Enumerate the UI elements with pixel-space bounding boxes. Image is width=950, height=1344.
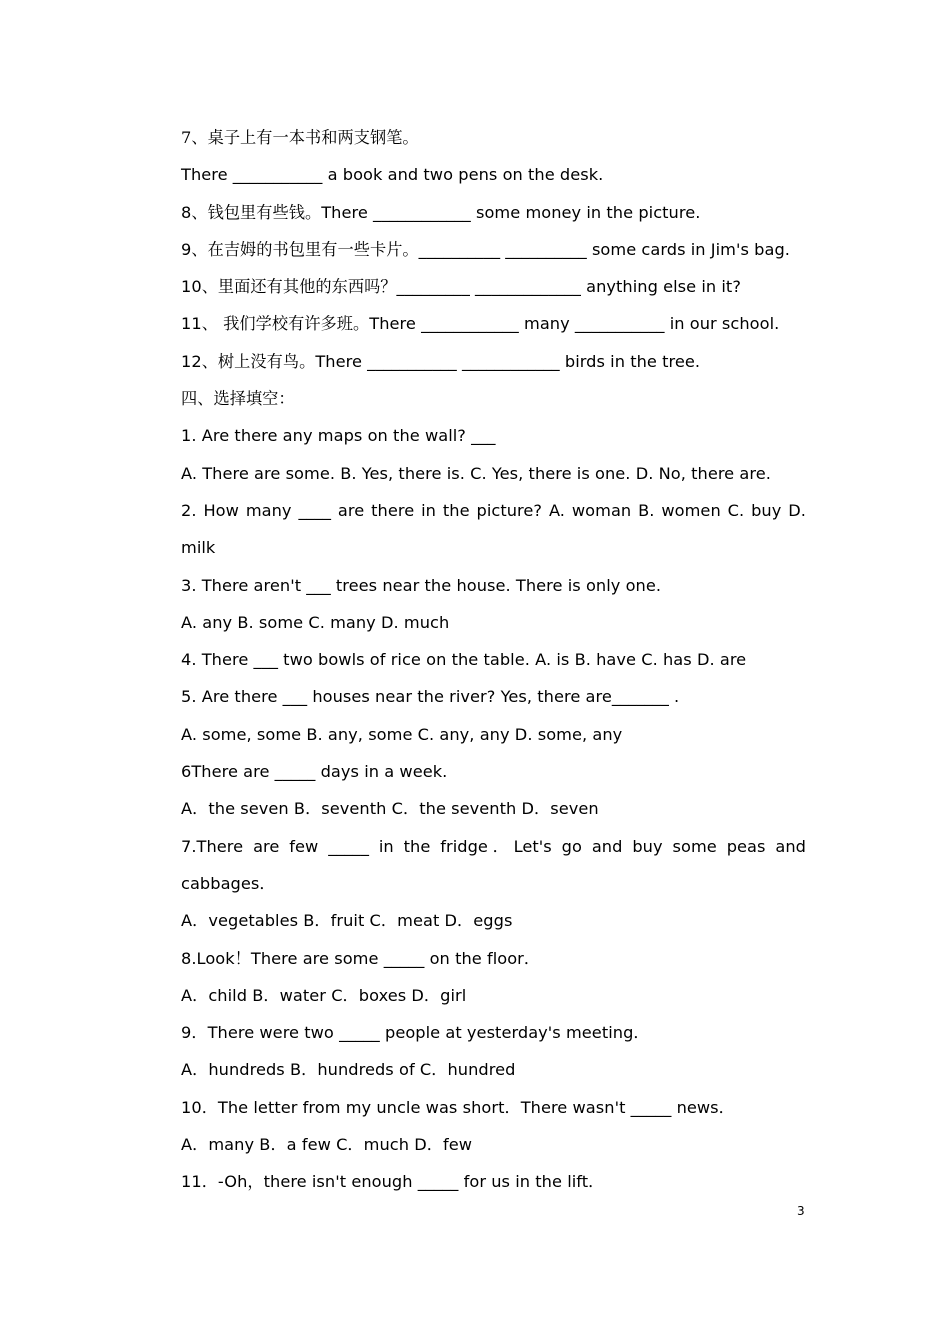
question-line-continued: cabbages．: [181, 873, 276, 893]
options-line: A. some, some B. any, some C. any, any D. some, any: [181, 724, 623, 744]
question-line: 1. Are there any maps on the wall? ___: [181, 426, 496, 446]
options-line: A. any B. some C. many D. much: [181, 612, 450, 632]
question-line: 7.There are few _____ in the fridge．Let's go and buy some peas and: [181, 836, 806, 856]
question-line: 4. There ___ two bowls of rice on the table. A. is B. have C. has D. are: [181, 650, 747, 670]
options-line: A．vegetables B．fruit C．meat D．eggs: [181, 911, 513, 931]
question-line-continued: milk: [181, 538, 216, 558]
section-heading: 四、选择填空：: [181, 389, 295, 409]
exercise-line: 10、里面还有其他的东西吗？_________ _____________ anything else in it?: [181, 277, 741, 297]
exercise-line: 11、 我们学校有许多班。There ____________ many ___________ in our school.: [181, 314, 780, 334]
options-line: A．the seven B．seventh C．the seventh D．seven: [181, 799, 599, 819]
question-line: 8.Look！There are some _____ on the floor．: [181, 948, 541, 968]
question-line: 9．There were two _____ people at yesterday's meeting．: [181, 1023, 650, 1043]
worksheet-content: [181, 119, 806, 1201]
exercise-line: 12、树上没有鸟。There ___________ ____________ birds in the tree.: [181, 351, 701, 371]
question-line: 2. How many ____ are there in the picture? A. woman B. women C. buy D.: [181, 500, 806, 520]
exercise-line: 9、在吉姆的书包里有一些卡片。__________ __________ some cards in Jim's bag.: [181, 239, 790, 259]
options-line: A. There are some. B. Yes, there is. C. Yes, there is one. D. No, there are.: [181, 463, 771, 483]
question-line: 11．-Oh，there isn't enough _____ for us in the lift．: [181, 1172, 605, 1192]
question-line: 6There are _____ days in a week.: [181, 762, 448, 782]
question-line: 5. Are there ___ houses near the river? Yes, there are_______ .: [181, 687, 680, 707]
options-line: A．hundreds B．hundreds of C．hundred: [181, 1060, 516, 1080]
options-line: A．many B．a few C．much D．few: [181, 1135, 473, 1155]
exercise-line: There ___________ a book and two pens on the desk.: [181, 165, 604, 185]
question-line: 10．The letter from my uncle was short．There wasn't _____ news．: [181, 1097, 735, 1117]
page-number: 3: [797, 1204, 805, 1218]
exercise-line: 8、钱包里有些钱。There ____________ some money in the picture.: [181, 202, 701, 222]
options-line: A．child B．water C．boxes D．girl: [181, 985, 467, 1005]
exercise-line: 7、桌子上有一本书和两支钢笔。: [181, 128, 419, 147]
question-line: 3. There aren't ___ trees near the house. There is only one.: [181, 575, 662, 595]
